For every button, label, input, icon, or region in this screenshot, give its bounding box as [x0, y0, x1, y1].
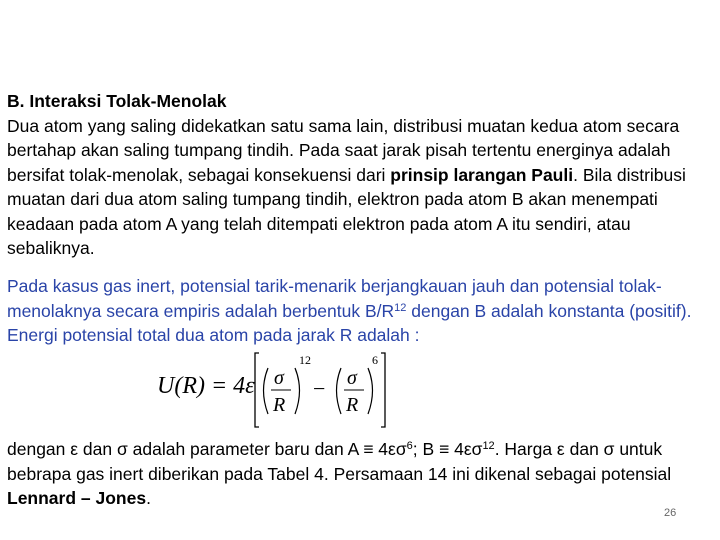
lennard-jones-formula: [155, 350, 395, 430]
minus-sign: −: [313, 376, 326, 401]
paragraph-3: [7, 437, 713, 511]
R-1: R: [273, 394, 286, 416]
paragraph-1: [7, 114, 713, 261]
paragraph-2-end: dengan B adalah konstanta (positif). Energi potensial total dua atom pada jarak R adalah :: [7, 300, 692, 345]
exponent-6: 6: [372, 353, 378, 367]
paragraph-3-t2: ; B ≡ 4εσ: [412, 439, 483, 459]
sigma-2: σ: [347, 367, 357, 389]
formula-lhs: U(R) = 4ε: [157, 373, 255, 399]
paragraph-2: [7, 274, 713, 348]
paren-right-1: [295, 368, 300, 414]
exponent-12: 12: [299, 353, 311, 367]
R-2: R: [346, 394, 359, 416]
paragraph-3-t1: dengan ε dan σ adalah parameter baru dan A ≡ 4εσ: [7, 439, 407, 459]
paragraph-2-exponent: 12: [394, 301, 407, 314]
paragraph-3-t3: . Harga ε dan σ untuk bebrapa gas inert diberikan pada Tabel 4. Persamaan 14 ini dikenal sebagai potensial: [7, 439, 672, 484]
paragraph-1-start: Dua atom yang saling didekatkan satu sama lain, distribusi muatan kedua atom secara bertahap akan saling tumpang tindih. Pada saat jarak pisah tertentu energinya adalah bersifat tolak-menolak, sebagai konsekuensi dari: [7, 115, 680, 185]
paren-left-2: [337, 368, 342, 414]
paren-right-2: [368, 368, 373, 414]
paren-left-1: [264, 368, 269, 414]
paragraph-1-end: . Bila distribusi muatan dari dua atom saling tumpang tindih, elektron pada atom B akan menempati keadaan pada atom A yang telah ditempati elektron pada atom A itu sendiri, atau sebaliknya.: [7, 164, 686, 258]
paragraph-3-sup1: 6: [406, 440, 413, 452]
outer-bracket-right: [381, 353, 385, 427]
section-heading: B. Interaksi Tolak-Menolak: [7, 91, 227, 111]
page-number: 26: [664, 507, 677, 519]
paragraph-2-start: Pada kasus gas inert, potensial tarik-menarik berjangkauan jauh dan potensial tolak-menolaknya secara empiris adalah berbentuk B/R: [7, 276, 662, 321]
paragraph-3-sup2: 12: [482, 440, 495, 452]
sigma-1: σ: [274, 367, 284, 389]
outer-bracket-left: [255, 353, 259, 427]
section-text: [7, 89, 713, 261]
paragraph-3-t4: .: [146, 488, 151, 508]
paragraph-1-bold: prinsip larangan Pauli: [390, 164, 574, 185]
paragraph-3-bold: Lennard – Jones: [7, 488, 147, 508]
